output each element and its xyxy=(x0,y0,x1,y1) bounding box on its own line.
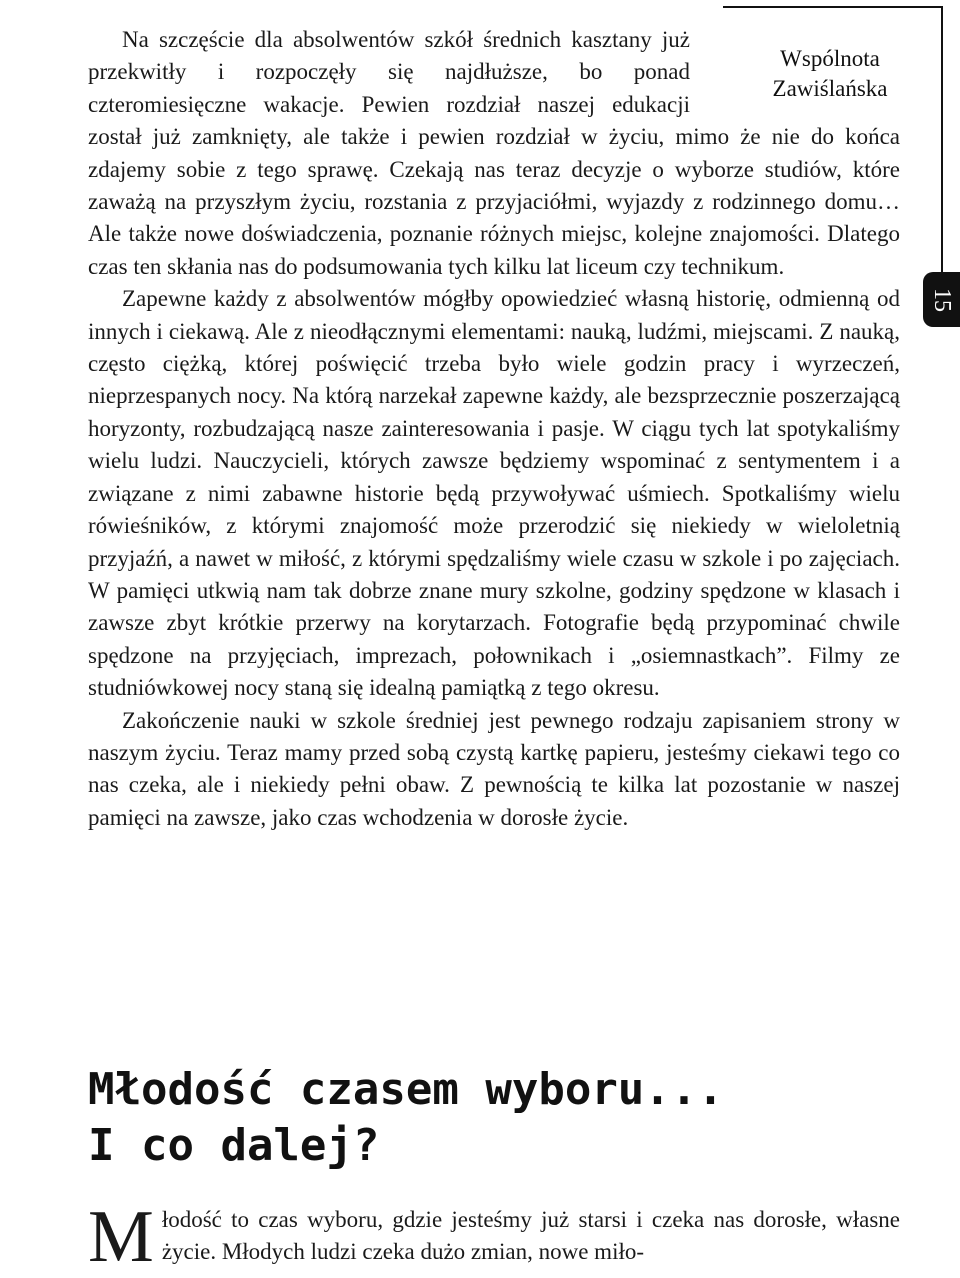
drop-cap: M xyxy=(88,1196,154,1278)
article-title xyxy=(88,1062,900,1174)
article-body xyxy=(88,24,900,834)
publication-name-line2: Zawiślańska xyxy=(772,76,888,101)
article-intro xyxy=(88,1196,900,1278)
publication-name-line1: Wspólnota xyxy=(780,46,880,71)
header-spacer xyxy=(690,24,900,108)
article-paragraph: Na szczęście dla absolwentów szkół średnich kasztany już przekwitły i rozpoczęły się najdłuższe, bo ponad czteromiesięczne wakacje. Pewien rozdział naszej edukacji został już zamknięty, ale także i pewien rozdział w życiu, mimo że nie do końca zdajemy sobie z tego sprawę. Czekają nas teraz decyzje o wyborze studiów, które zaważą na przyszłym życiu, rozstania z przyjaciółmi, wyjazdy z rodzinnego domu… Ale także nowe doświadczenia, poznanie różnych miejsc, kolejne znajomości. Dlatego czas ten skłania nas do podsumowania tych kilku lat liceum czy technikum. xyxy=(88,27,900,279)
article-title-line1: Młodość czasem wyboru... xyxy=(88,1064,724,1115)
article-title-line2: I co dalej? xyxy=(88,1120,380,1171)
page-number: 15 xyxy=(928,287,955,312)
side-rule xyxy=(941,72,943,272)
page-number-tab xyxy=(923,272,960,327)
intro-text: łodość to czas wyboru, gdzie jesteśmy już starsi i czeka nas dorosłe, własne życie. Młodych ludzi czeka dużo zmian, nowe miło- xyxy=(161,1207,900,1265)
article-paragraph: Zakończenie nauki w szkole średniej jest pewnego rodzaju zapisaniem strony w naszym życiu. Teraz mamy przed sobą czystą kartkę papieru, jesteśmy ciekawi tego co nas czeka, ale i niekiedy pełni obaw. Z pewnością te kilka lat pozostanie w naszej pamięci na zawsze, jako czas wchodzenia w dorosłe życie. xyxy=(88,707,900,830)
article-paragraph: Zapewne każdy z absolwentów mógłby opowiedzieć własną historię, odmienną od innych i ciekawą. Ale z nieodłącznymi elementami: nauką, ludźmi, miejscami. Z nauką, często ciężką, której poświęcić trzeba było wiele godzin pracy i wyrzeczeń, nieprzespanych nocy. Na którą narzekał zapewne każdy, ale bezsprzecznie poszerzającą horyzonty, rozbudzającą nasze zainteresowania i pasje. W ciągu tych lat spotykaliśmy wielu ludzi. Nauczycieli, których zawsze będziemy wspominać z sentymentem i a związane z nimi zabawne historie będą przywoływać uśmiech. Spotkaliśmy wielu rówieśników, z którymi znajomość może przerodzić się niekiedy w wieloletnią przyjaźń, a nawet w miłość, z którymi spędzaliśmy wiele czasu w szkole i po zajęciach. W pamięci utkwią nam tak dobrze znane mury szkolne, godziny spędzone w klasach i zawsze zbyt krótkie przerwy na korytarzach. Fotografie będą przypominać chwile spędzone na przyjęciach, imprezach, połownikach i „osiemnastkach”. Filmy ze studniówkowej nocy staną się idealną pamiątką z tego okresu. xyxy=(88,286,900,701)
